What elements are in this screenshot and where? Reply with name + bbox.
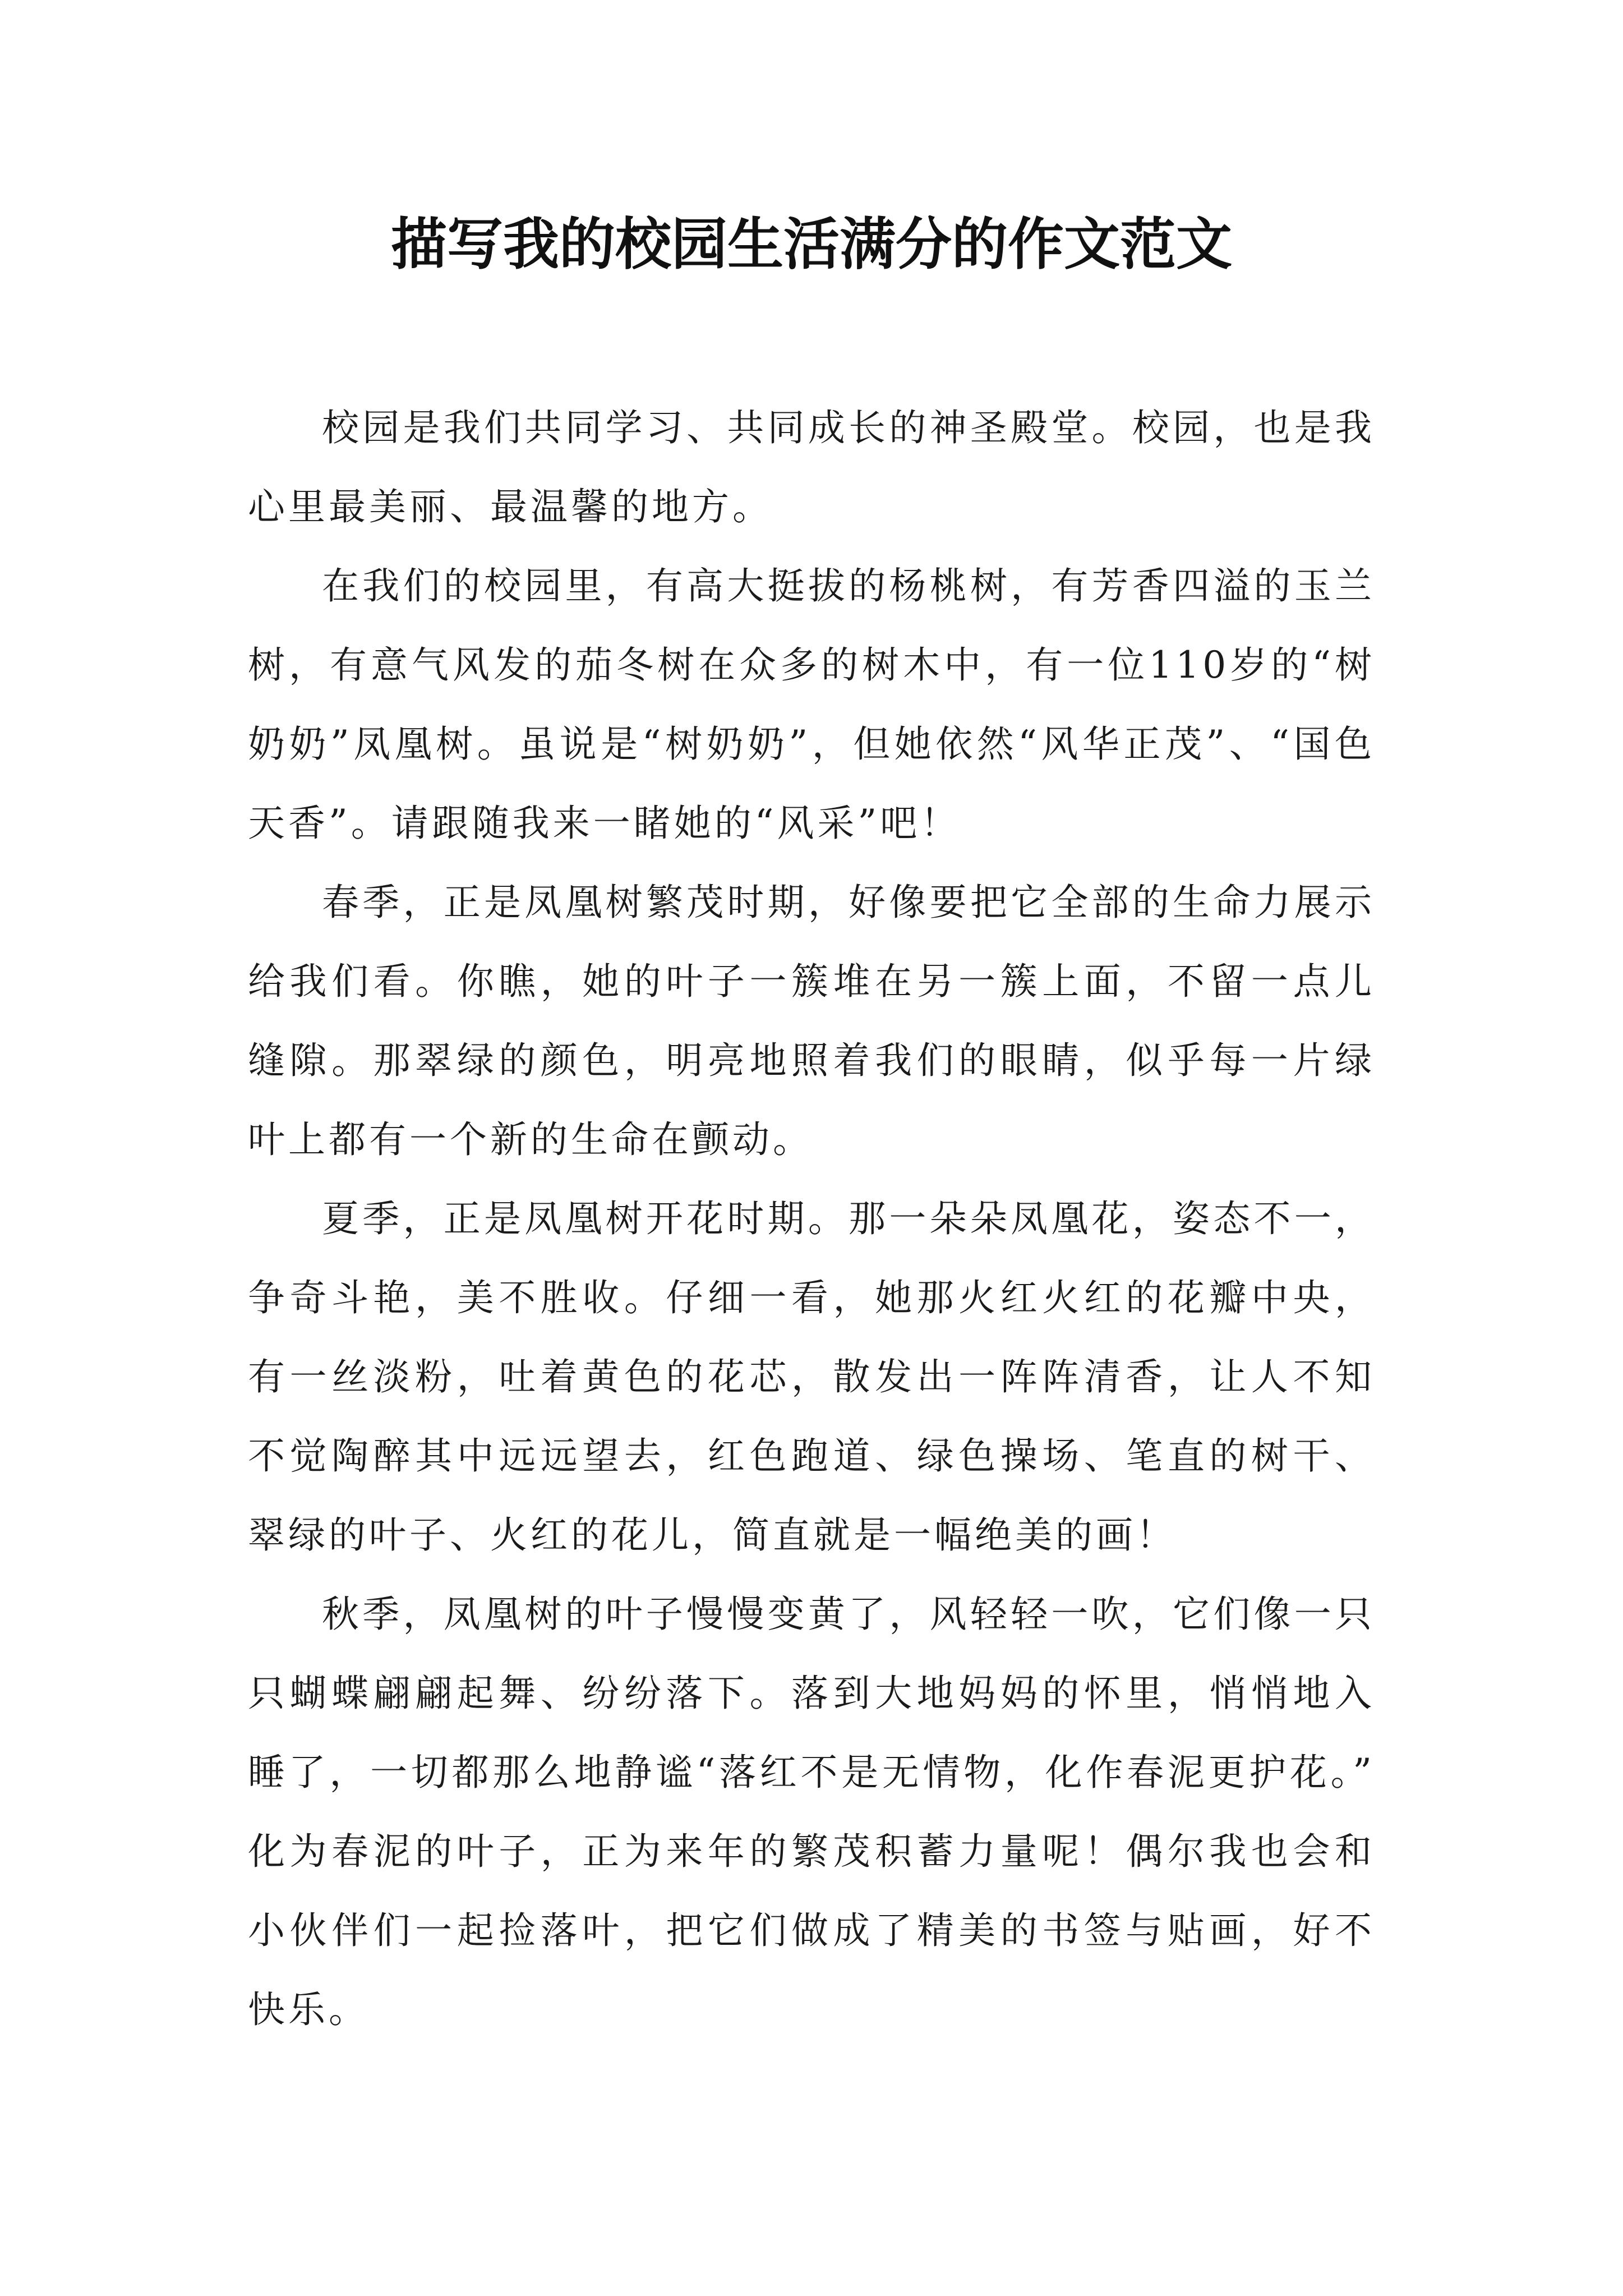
paragraph-5: 秋季，凤凰树的叶子慢慢变黄了，风轻轻一吹，它们像一只只蝴蝶翩翩起舞、纷纷落下。落到大地妈妈的怀里，悄悄地入睡了，一切都那么地静谧“落红不是无情物，化作春泥更护花。”化为春泥的叶子，正为来年的繁茂积蓄力量呢！偶尔我也会和小伙伴们一起捡落叶，把它们做成了精美的书签与贴画，好不快乐。 <box>248 1593 1375 2031</box>
paragraph-2: 在我们的校园里，有高大挺拔的杨桃树，有芳香四溢的玉兰树，有意气风发的茄冬树在众多的树木中，有一位110岁的“树奶奶”凤凰树。虽说是“树奶奶”，但她依然“风华正茂”、“国色天香”。请跟随我来一睹她的“风采”吧！ <box>248 564 1375 845</box>
document-body <box>248 388 1375 2049</box>
paragraph-1: 校园是我们共同学习、共同成长的神圣殿堂。校园，也是我心里最美丽、最温馨的地方。 <box>248 406 1375 528</box>
document-title: 描写我的校园生活满分的作文范文 <box>391 211 1232 277</box>
paragraph-3: 春季，正是凤凰树繁茂时期，好像要把它全部的生命力展示给我们看。你瞧，她的叶子一簇堆在另一簇上面，不留一点儿缝隙。那翠绿的颜色，明亮地照着我们的眼睛，似乎每一片绿叶上都有一个新的生命在颤动。 <box>248 881 1375 1161</box>
paragraph-4: 夏季，正是凤凰树开花时期。那一朵朵凤凰花，姿态不一，争奇斗艳，美不胜收。仔细一看，她那火红火红的花瓣中央，有一丝淡粉，吐着黄色的花芯，散发出一阵阵清香，让人不知不觉陶醉其中远远望去，红色跑道、绿色操场、笔直的树干、翠绿的叶子、火红的花儿，简直就是一幅绝美的画！ <box>248 1197 1375 1557</box>
